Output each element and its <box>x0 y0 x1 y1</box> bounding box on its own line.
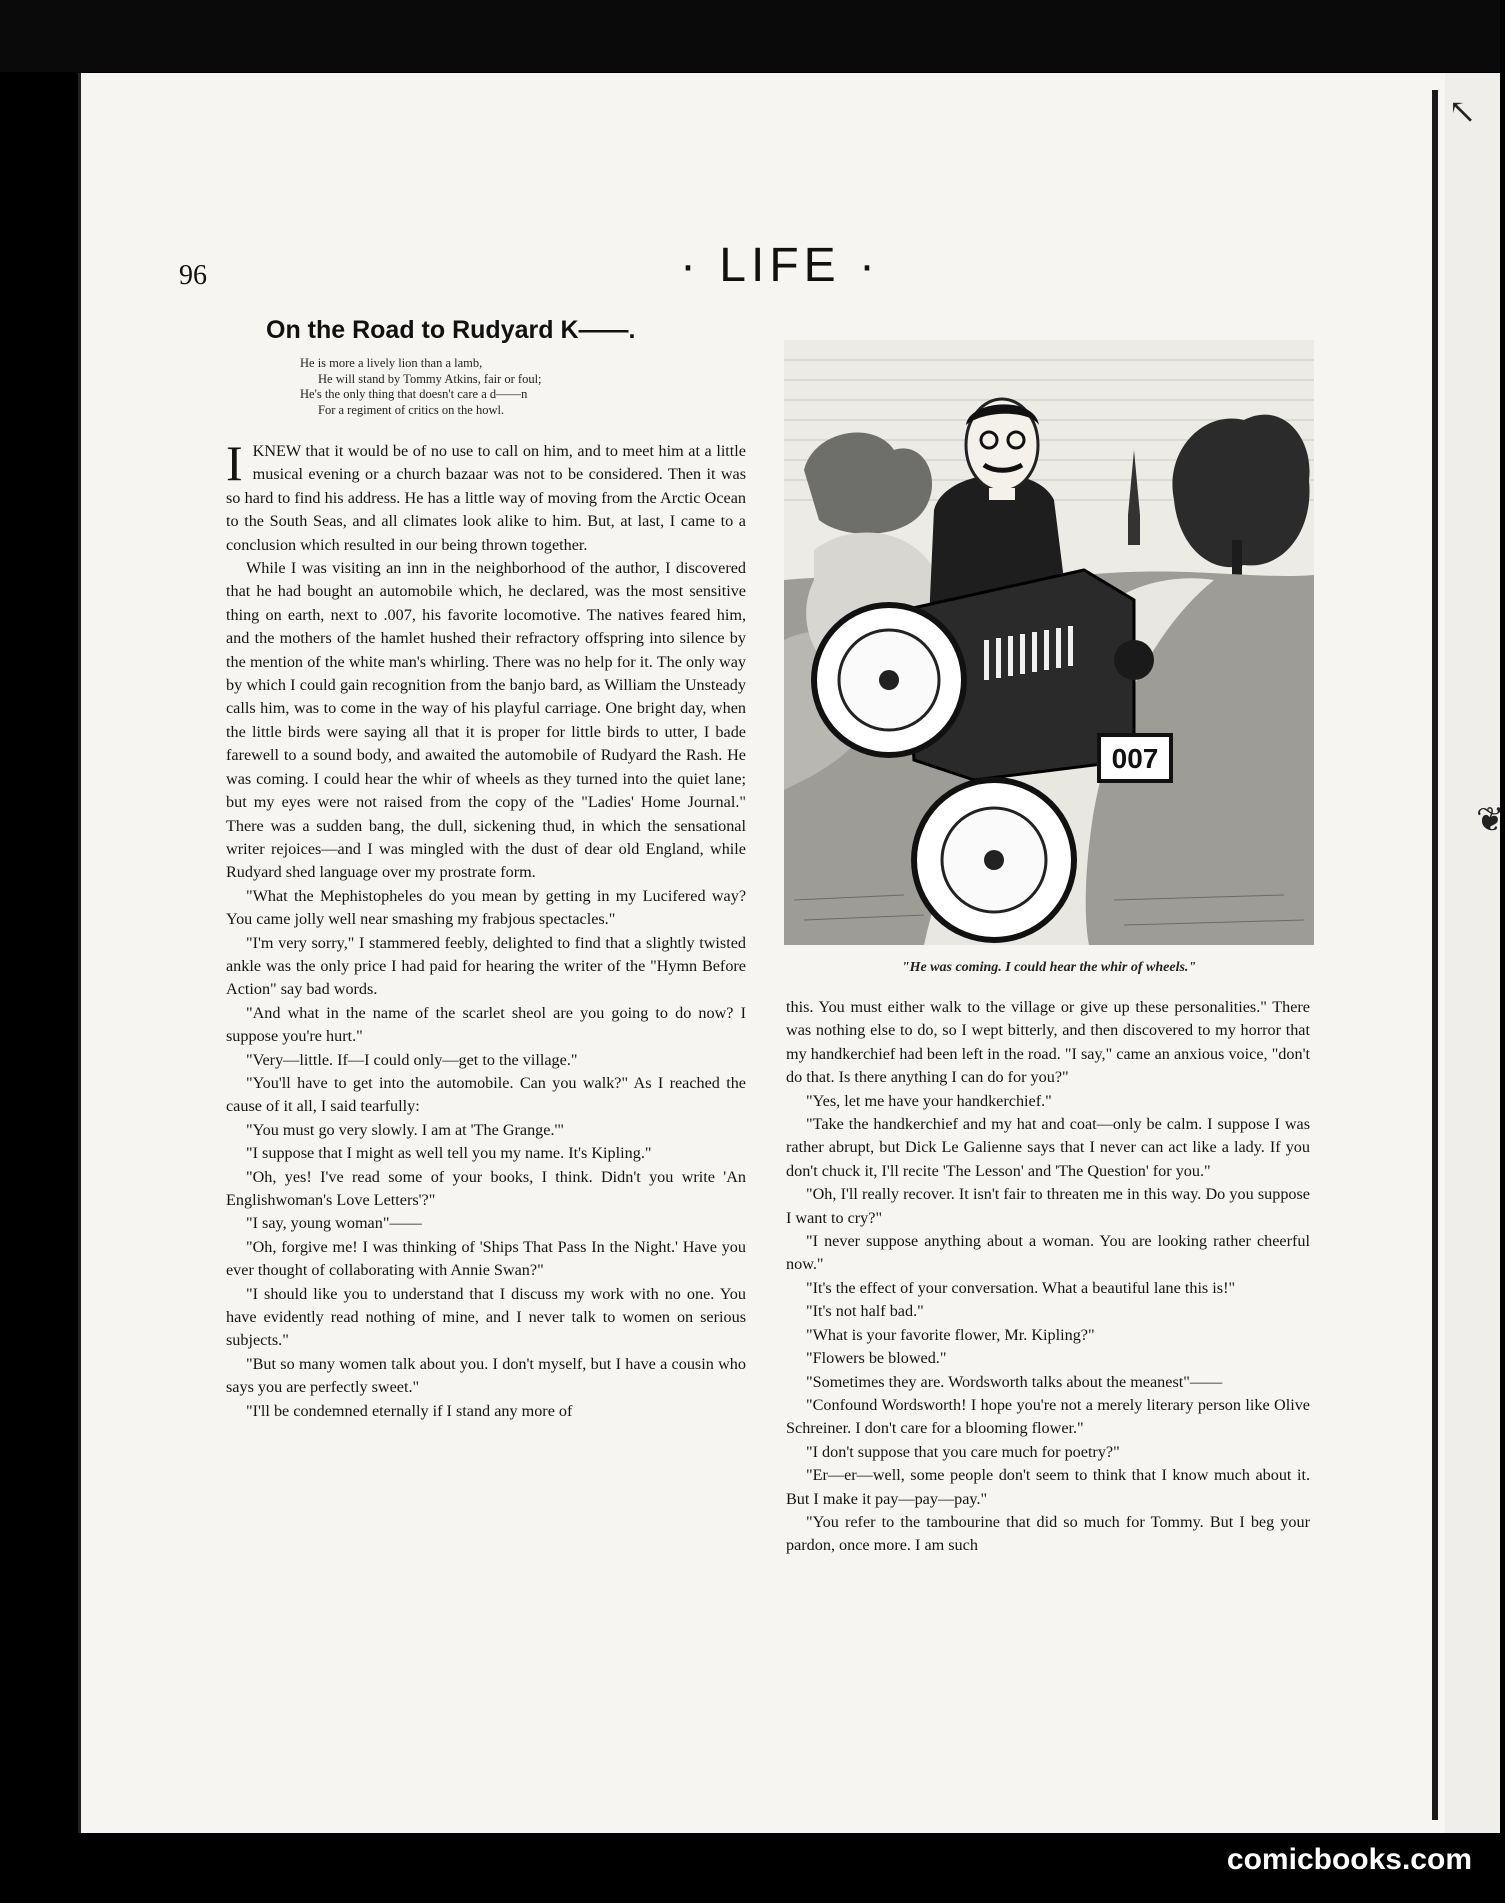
paragraph: While I was visiting an inn in the neighborhood of the author, I discovered that he had bought an automobile which, he declared, was the most sensitive thing on earth, next to .007, his favorite locomotive. The natives feared him, and the mothers of the hamlet hushed their refractory offspring into silence by the mention of the white man's whirling. There was no help for it. The only way by which I could gain recognition from the banjo bard, as William the Unsteady calls him, was to come in the way of his playful carriage. One bright day, when the little birds were saying all that it is proper for little birds to utter, I bade farewell to a sound body, and awaited the automobile of Rudyard the Rash. He was coming. I could hear the whir of wheels as they turned into the quiet lane; but my eyes were not raised from the copy of the "Ladies' Home Journal." There was a sudden bang, the dull, sickening thud, in which the sensational writer rejoices—and I was mingled with the dust of dear old England, while Rudyard shed language over my prostrate form. <box>226 559 746 882</box>
watermark-brand: comicbooks.com <box>1226 1843 1472 1876</box>
paragraph: "You refer to the tambourine that did so much for Tommy. But I beg your pardon, once more. I am such <box>786 1512 1310 1555</box>
drop-cap: I <box>226 435 243 491</box>
facing-page-edge <box>1445 73 1500 1833</box>
paragraph: "I don't suppose that you care much for poetry?" <box>806 1442 1120 1461</box>
paragraph: "You must go very slowly. I am at 'The Grange.'" <box>246 1120 565 1139</box>
paragraph: "Oh, yes! I've read some of your books, I think. Didn't you write 'An Englishwoman's Love Letters'?" <box>226 1167 746 1209</box>
paragraph: "It's not half bad." <box>806 1302 924 1321</box>
masthead: · LIFE · <box>679 239 880 292</box>
facing-page-mark: ↖ <box>1448 94 1477 131</box>
epigraph-line: He is more a lively lion than a lamb, <box>300 356 483 370</box>
paragraph: "You'll have to get into the automobile. Can you walk?" As I reached the cause of it all, I said tearfully: <box>226 1073 746 1116</box>
paragraph: "Take the handkerchief and my hat and coat—only be calm. I suppose I was rather abrupt, but Dick Le Galienne says that I never can act like a lady. If you don't chuck it, I'll recite 'The Lesson' and 'The Question' for you." <box>786 1115 1310 1180</box>
paragraph: "Confound Wordsworth! I hope you're not a merely literary person like Olive Schreiner. I don't care for a blooming flower." <box>786 1395 1310 1438</box>
paragraph: "Oh, I'll really recover. It isn't fair to threaten me in this way. Do you suppose I want to cry?" <box>786 1185 1310 1227</box>
paragraph: "Oh, forgive me! I was thinking of 'Ships That Pass In the Night.' Have you ever thought of collaborating with Annie Swan?" <box>226 1237 746 1280</box>
license-plate-text: 007 <box>1111 743 1159 774</box>
epigraph-line: He will stand by Tommy Atkins, fair or foul; <box>318 371 542 386</box>
paragraph: "Sometimes they are. Wordsworth talks about the meanest"—— <box>806 1372 1223 1391</box>
paragraph: "I say, young woman"—— <box>246 1214 422 1233</box>
right-text-column <box>786 996 1310 1558</box>
epigraph-line: He's the only thing that doesn't care a d——n <box>300 387 528 402</box>
paragraph: "Very—little. If—I could only—get to the village." <box>246 1050 578 1069</box>
facing-page-ornament: ❦ <box>1476 802 1505 839</box>
paragraph: "Yes, let me have your handkerchief." <box>806 1091 1052 1110</box>
paragraph: "I suppose that I might as well tell you my name. It's Kipling." <box>246 1144 652 1163</box>
paragraph: "But so many women talk about you. I don't myself, but I have a cousin who says you are perfectly sweet." <box>226 1354 746 1397</box>
epigraph <box>300 356 720 418</box>
paragraph: "What is your favorite flower, Mr. Kipling?" <box>806 1325 1095 1344</box>
paragraph: "I should like you to understand that I discuss my work with no one. You have evidently read nothing of mine, and I never talk to women on serious subjects." <box>226 1284 746 1350</box>
illustration-caption: "He was coming. I could hear the whir of wheels." <box>901 960 1197 975</box>
scan-border-top <box>0 0 1500 72</box>
article-title: On the Road to Rudyard K——. <box>266 316 636 344</box>
paragraph: "It's the effect of your conversation. What a beautiful lane this is!" <box>806 1278 1236 1297</box>
paragraph: this. You must either walk to the village or give up these personalities." There was nothing else to do, so I wept bitterly, and then discovered to my horror that my handkerchief had been left in the road. "I say," came an anxious voice, "don't do that. Is there anything I can do for you?" <box>786 998 1310 1087</box>
illustration-kipling-automobile <box>784 340 1314 945</box>
page-gutter <box>1432 90 1438 1820</box>
paragraph: "Flowers be blowed." <box>806 1349 947 1368</box>
paragraph: "What the Mephistopheles do you mean by getting in my Lucifered way? You came jolly well near smashing my frabjous spectacles." <box>226 886 746 929</box>
paragraph: "I never suppose anything about a woman. You are looking rather cheerful now." <box>786 1232 1310 1274</box>
paragraph-text: KNEW that it would be of no use to call on him, and to meet him at a little musical evening or a church bazaar was not to be considered. Then it was so hard to find his address. He has a little way of moving from the Arctic Ocean to the South Seas, and all climates look alike to him. But, at last, I came to a conclusion which resulted in our being thrown together. <box>226 442 746 554</box>
left-text-column <box>226 435 746 1423</box>
paragraph: "And what in the name of the scarlet sheol are you going to do now? I suppose you're hurt." <box>226 1003 746 1046</box>
epigraph-line: For a regiment of critics on the howl. <box>318 402 505 417</box>
illustration-drawing <box>784 340 1314 945</box>
paragraph: "I'm very sorry," I stammered feebly, delighted to find that a slightly twisted ankle was the only price I had paid for hearing the writer of the "Hymn Before Action" say bad words. <box>226 933 746 999</box>
page-number: 96 <box>179 260 207 291</box>
paragraph: "Er—er—well, some people don't seem to think that I know much about it. But I make it pay—pay—pay." <box>786 1466 1310 1508</box>
paragraph: "I'll be condemned eternally if I stand any more of <box>246 1401 573 1420</box>
opening-paragraph <box>226 435 746 557</box>
